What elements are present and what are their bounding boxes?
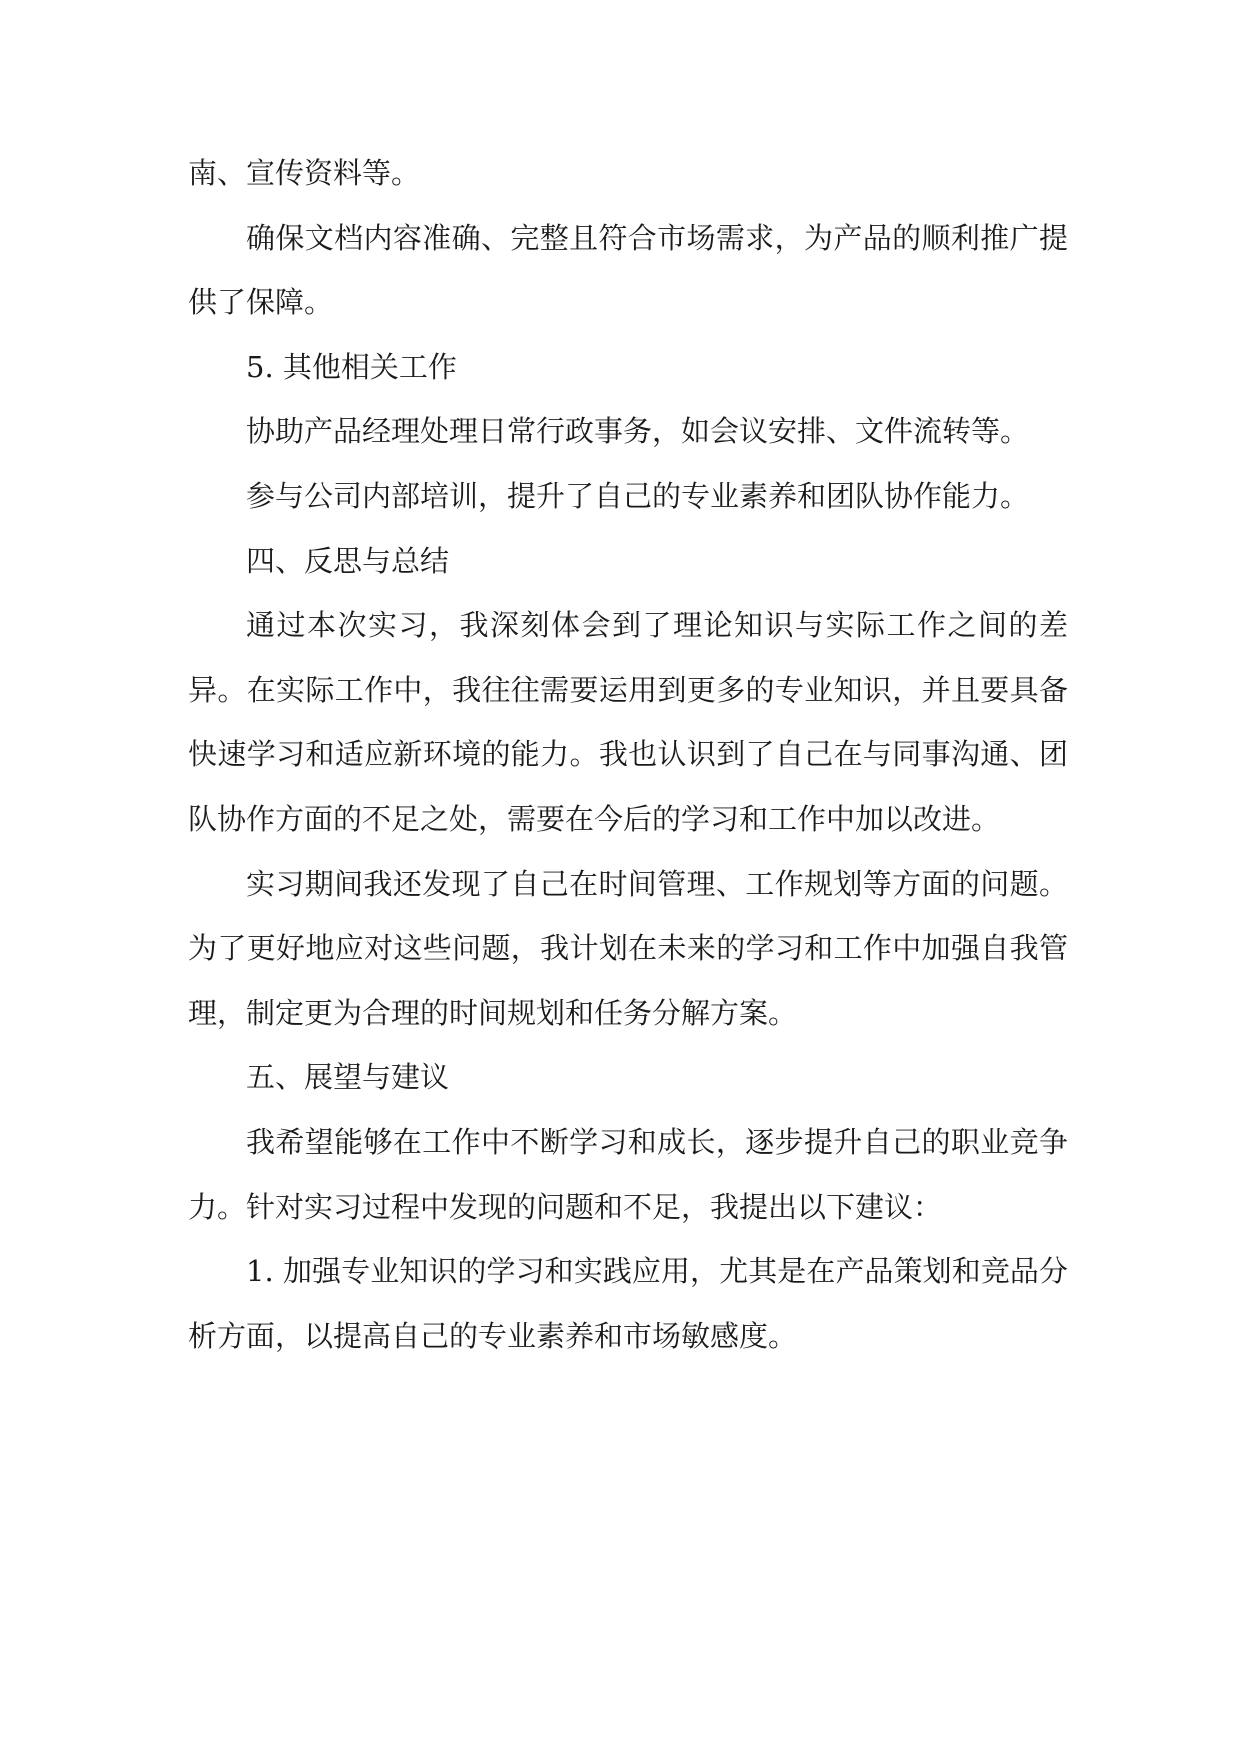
section-heading-reflection: 四、反思与总结: [246, 543, 450, 578]
section-heading-outlook: 五、展望与建议: [246, 1060, 450, 1095]
paragraph-reflection-1: 通过本次实习，我深刻体会到了理论知识与实际工作之间的差异。在实际工作中，我往往需要运用到更多的专业知识，并且要具备快速学习和适应新环境的能力。我也认识到了自己在与同事沟通、团队协作方面的不足之处，需要在今后的学习和工作中加以改进。: [188, 608, 1068, 836]
document-body: [188, 141, 1068, 1368]
paragraph-training: 参与公司内部培训，提升了自己的专业素养和团队协作能力。: [246, 478, 1030, 513]
list-item-suggestion-1: 1. 加强专业知识的学习和实践应用，尤其是在产品策划和竞品分析方面，以提高自己的专业素养和市场敏感度。: [188, 1254, 1068, 1353]
paragraph-reflection-2: 实习期间我还发现了自己在时间管理、工作规划等方面的问题。为了更好地应对这些问题，我计划在未来的学习和工作中加强自我管理，制定更为合理的时间规划和任务分解方案。: [188, 866, 1068, 1030]
paragraph-outlook: 我希望能够在工作中不断学习和成长，逐步提升自己的职业竞争力。针对实习过程中发现的问题和不足，我提出以下建议：: [188, 1124, 1068, 1224]
subheading-other-work: 5. 其他相关工作: [246, 349, 457, 384]
paragraph-document-assurance: 确保文档内容准确、完整且符合市场需求，为产品的顺利推广提供了保障。: [188, 220, 1068, 320]
paragraph-admin-tasks: 协助产品经理处理日常行政事务，如会议安排、文件流转等。: [246, 414, 1030, 449]
paragraph-continuation: 南、宣传资料等。: [188, 156, 421, 190]
